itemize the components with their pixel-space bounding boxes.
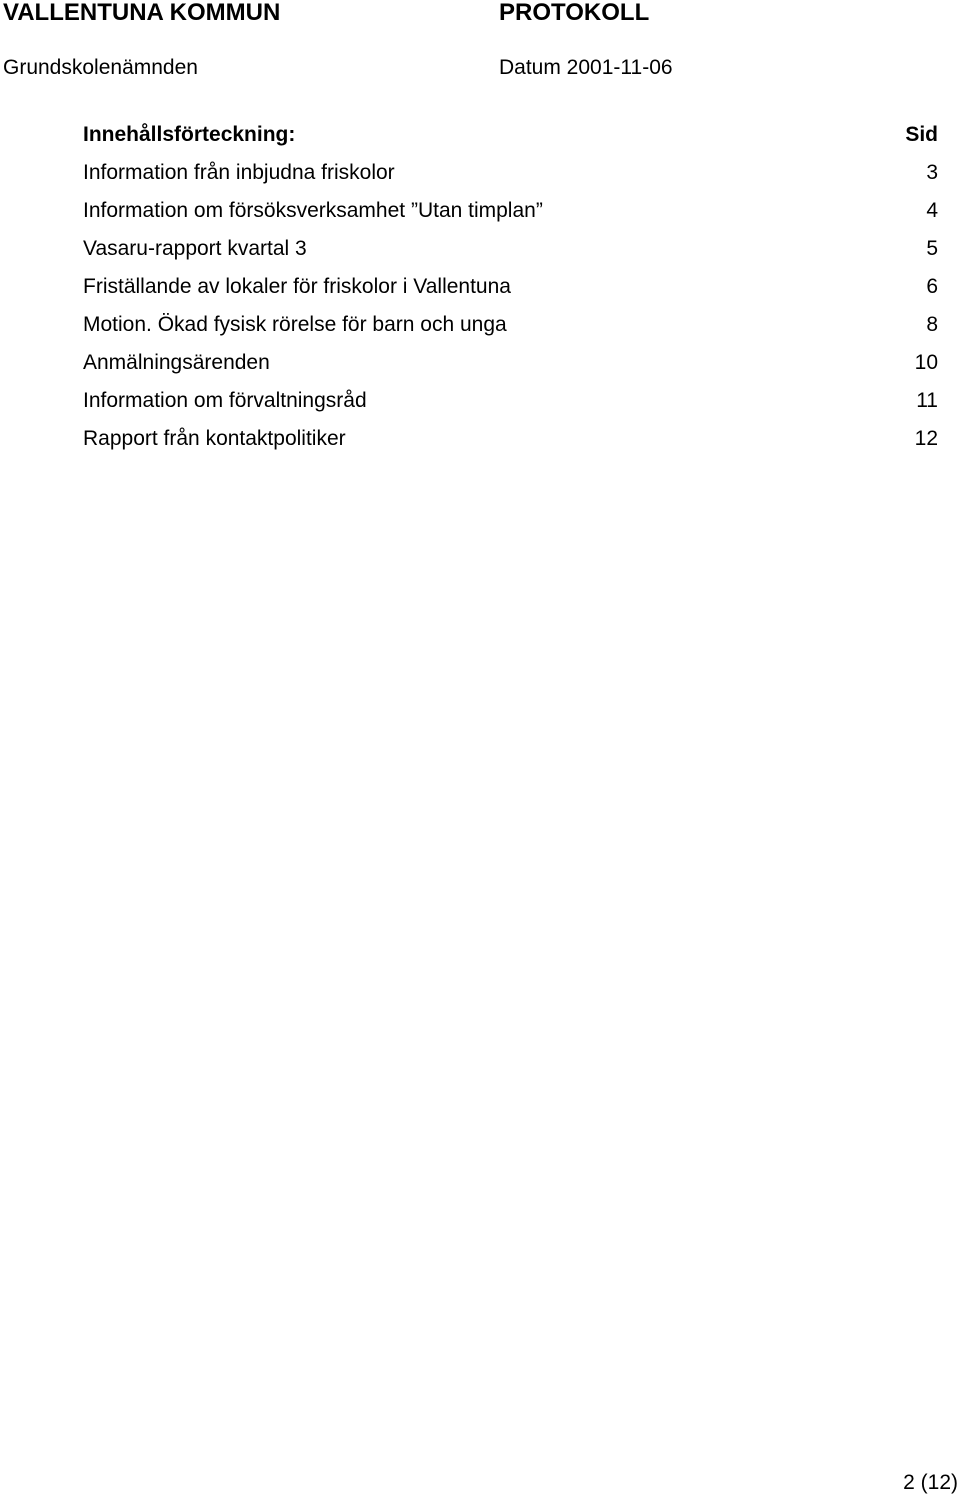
toc-item [83, 310, 938, 348]
toc-item-title: Information om försöksverksamhet ”Utan timplan” [83, 199, 543, 222]
toc-item [83, 196, 938, 234]
document-date: Datum 2001-11-06 [499, 56, 673, 79]
toc-item-title: Information om förvaltningsråd [83, 389, 367, 412]
toc-item-page: 12 [914, 427, 938, 450]
toc-item-title: Friställande av lokaler för friskolor i Vallentuna [83, 275, 511, 298]
organization-name: VALLENTUNA KOMMUN [3, 0, 281, 26]
toc-item [83, 424, 938, 462]
toc-item [83, 158, 938, 196]
toc-item [83, 234, 938, 272]
toc-item-page: 10 [914, 351, 938, 374]
toc-item-title: Rapport från kontaktpolitiker [83, 427, 346, 450]
toc-item-page: 8 [926, 313, 938, 336]
toc-item [83, 348, 938, 386]
toc-item-title: Vasaru-rapport kvartal 3 [83, 237, 307, 260]
toc-item-page: 5 [926, 237, 938, 260]
page-number: 2 (12) [903, 1471, 958, 1494]
toc-item-page: 3 [926, 161, 938, 184]
toc-item-title: Anmälningsärenden [83, 351, 270, 374]
toc-item-page: 6 [926, 275, 938, 298]
toc-item-page: 11 [916, 389, 938, 412]
toc-item-title: Information från inbjudna friskolor [83, 161, 395, 184]
toc-heading: Innehållsförteckning: [83, 123, 296, 146]
toc-item-title: Motion. Ökad fysisk rörelse för barn och unga [83, 313, 507, 336]
toc-item [83, 272, 938, 310]
toc-heading-row [83, 120, 938, 158]
toc-item-page: 4 [926, 199, 938, 222]
table-of-contents [83, 120, 938, 462]
committee-name: Grundskolenämnden [3, 56, 198, 79]
toc-item [83, 386, 938, 424]
document-type: PROTOKOLL [499, 0, 650, 26]
toc-page-heading: Sid [905, 123, 938, 146]
